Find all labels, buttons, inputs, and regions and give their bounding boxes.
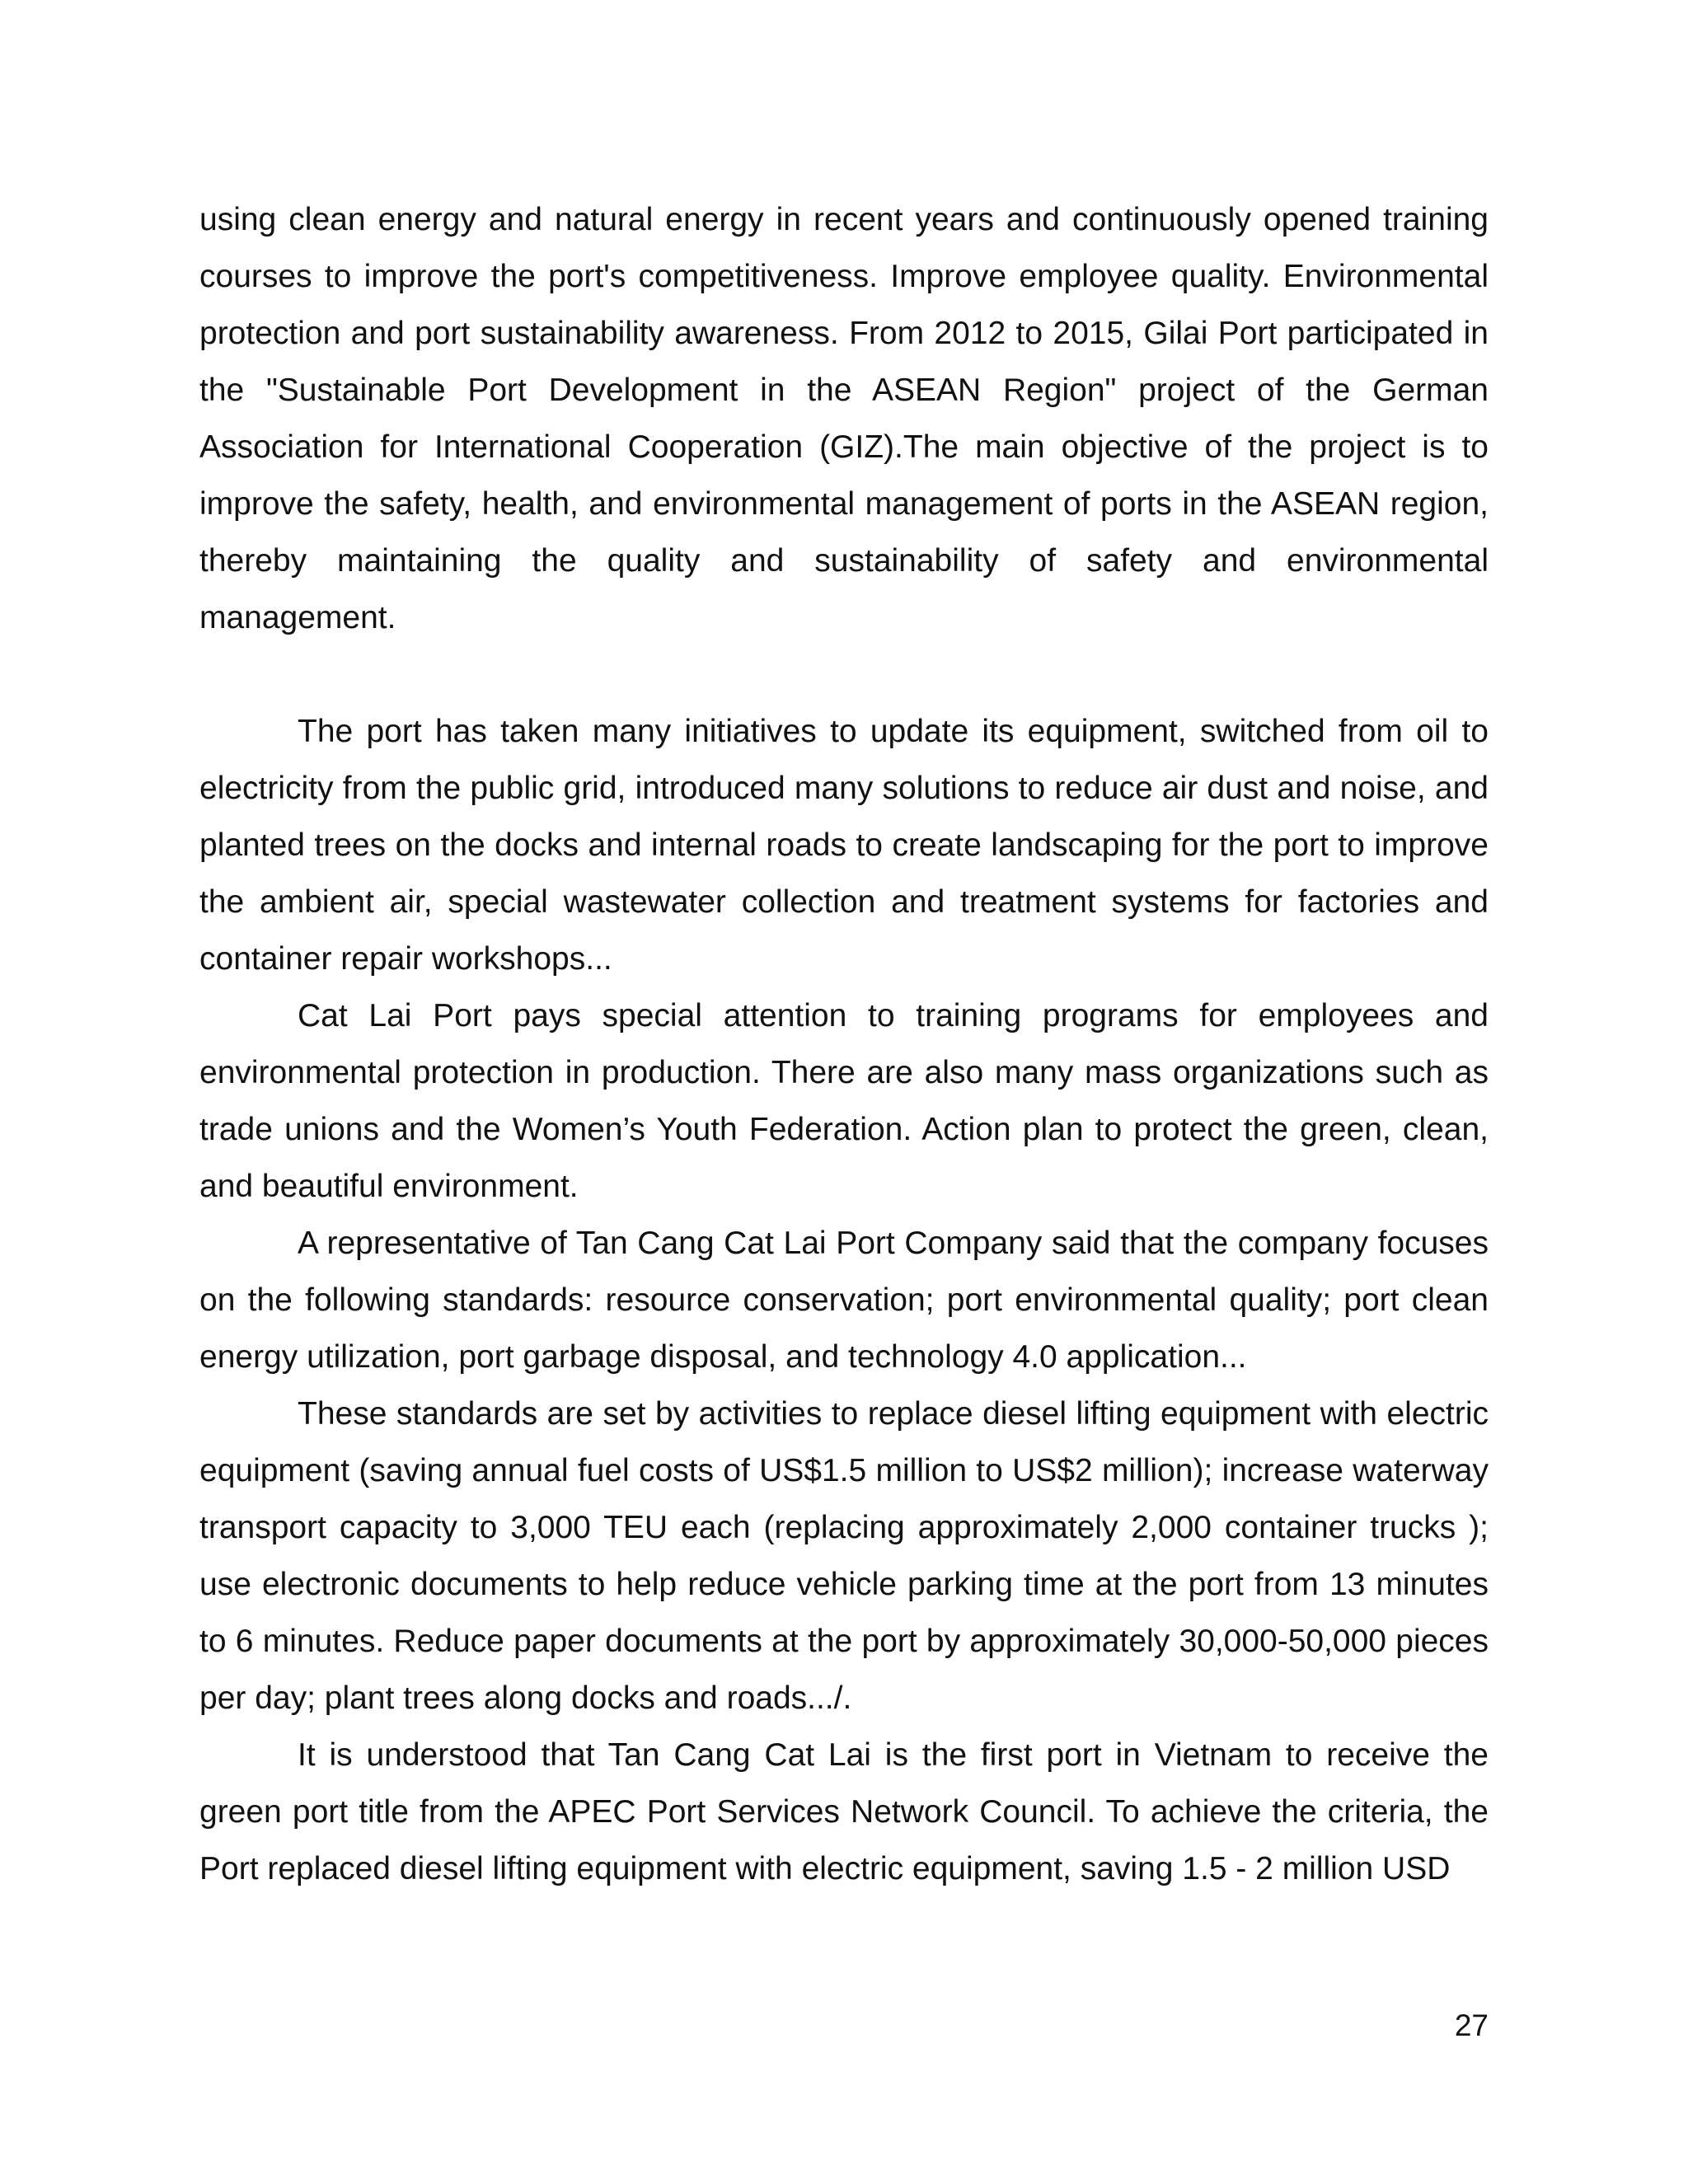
paragraph-continuation: using clean energy and natural energy in recent years and continuously opened training courses to improve the port's competitiveness. Improve employee quality. Environmental protection and port sustainability awareness. From 2012 to 2015, Gilai Port participated in the "Sustainable Port Development in the ASEAN Region" project of the German Association for International Cooperation (GIZ).The main objective of the project is to improve the safety, health, and environmental management of ports in the ASEAN region, thereby maintaining the quality and sustainability of safety and environmental management. bbox=[199, 202, 1489, 635]
paragraph-company-standards: A representative of Tan Cang Cat Lai Port Company said that the company focuses on the following standards: resource conservation; port environmental quality; port clean energy utilization, port garbage disposal, and technology 4.0 application... bbox=[199, 1226, 1489, 1375]
paragraph-green-port-title: It is understood that Tan Cang Cat Lai is the first port in Vietnam to receive the green port title from the APEC Port Services Network Council. To achieve the criteria, the Port replaced diesel lifting equipment with electric equipment, saving 1.5 - 2 million USD bbox=[199, 1737, 1489, 1886]
paragraph-training-programs: Cat Lai Port pays special attention to training programs for employees and environmental protection in production. There are also many mass organizations such as trade unions and the Women’s Youth Federation. Action plan to protect the green, clean, and beautiful environment. bbox=[199, 998, 1489, 1204]
paragraph-port-initiatives: The port has taken many initiatives to update its equipment, switched from oil to electricity from the public grid, introduced many solutions to reduce air dust and noise, and planted trees on the docks and internal roads to create landscaping for the port to improve the ambient air, special wastewater collection and treatment systems for factories and container repair workshops... bbox=[199, 714, 1489, 977]
page-number: 27 bbox=[1454, 2008, 1489, 2042]
paragraph-standards-activities: These standards are set by activities to replace diesel lifting equipment with electric equipment (saving annual fuel costs of US$1.5 million to US$2 million); increase waterway transport capacity to 3,000 TEU each (replacing approximately 2,000 container trucks ); use electronic documents to help reduce vehicle parking time at the port from 13 minutes to 6 minutes. Reduce paper documents at the port by approximately 30,000-50,000 pieces per day; plant trees along docks and roads.../. bbox=[199, 1396, 1489, 1716]
body-text bbox=[199, 191, 1489, 1897]
